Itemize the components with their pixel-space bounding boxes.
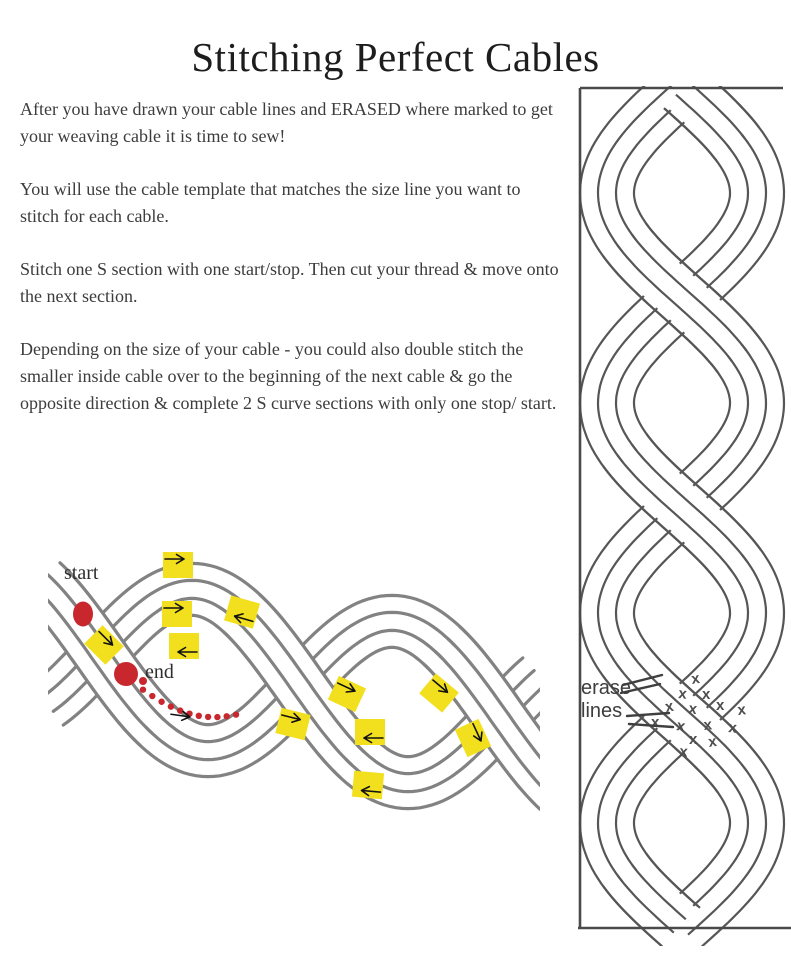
direction-marker — [162, 601, 192, 627]
start-dot — [73, 602, 93, 627]
erase-x-mark: x — [689, 731, 698, 748]
cable-template-diagram — [578, 86, 791, 946]
vertical-cable-svg — [578, 86, 791, 946]
erase-x-mark: x — [707, 732, 718, 751]
erase-x-mark: x — [736, 701, 747, 719]
arrow-icon — [175, 645, 199, 659]
stitch-dot — [149, 693, 155, 699]
direction-arrow — [166, 707, 199, 737]
stitch-dot — [233, 711, 239, 717]
erase-x-mark: x — [687, 700, 699, 719]
body-text — [20, 96, 560, 443]
erase-x-mark: x — [651, 714, 660, 731]
arrow-icon — [163, 552, 187, 566]
erase-x-mark: x — [663, 697, 675, 716]
direction-marker — [355, 719, 385, 745]
arrow-icon — [361, 731, 385, 745]
end-dot — [114, 662, 138, 686]
stitch-dot — [158, 699, 164, 705]
stitch-dot — [140, 686, 146, 692]
erase-x-mark: x — [677, 685, 688, 703]
paragraph-1: After you have drawn your cable lines and ERASED where marked to get your weaving cable it is time to sew! — [20, 99, 553, 146]
arrow-icon — [358, 783, 383, 799]
paragraph-2: You will use the cable template that matches the size line you want to stitch for each cable. — [20, 179, 521, 226]
paragraph-3: Stitch one S section with one start/stop. Then cut your thread & move onto the next section. — [20, 259, 559, 306]
erase-x-mark: x — [702, 686, 711, 703]
erase-x-mark: x — [678, 743, 689, 761]
erase-x-mark: x — [727, 719, 738, 737]
erase-x-mark: x — [690, 669, 701, 688]
direction-marker — [169, 633, 199, 659]
erase-x-mark: x — [716, 697, 725, 714]
erase-label-word1: erase — [581, 677, 632, 699]
page-title: Stitching Perfect Cables — [191, 34, 600, 81]
erase-x-mark: x — [675, 717, 687, 736]
erase-x-mark: x — [702, 716, 713, 734]
direction-marker — [352, 771, 384, 800]
direction-marker — [163, 552, 193, 578]
arrow-icon — [162, 601, 186, 615]
erase-label-word2: lines — [581, 700, 623, 722]
horizontal-cable-svg — [48, 548, 540, 816]
paragraph-4: Depending on the size of your cable - you could also double stitch the smaller inside cable over to the beginning of the next cable & go the opposite direction & complete 2 S curve sections with only one stop/ start. — [20, 339, 557, 413]
stitch-dot — [205, 714, 211, 720]
end-label: end — [145, 661, 174, 683]
stitch-dot — [224, 713, 230, 719]
stitch-direction-diagram — [48, 548, 540, 816]
start-label: start — [64, 562, 99, 584]
arrow-icon — [168, 707, 194, 724]
erase-lines-label — [581, 677, 631, 723]
stitch-dot — [214, 714, 220, 720]
